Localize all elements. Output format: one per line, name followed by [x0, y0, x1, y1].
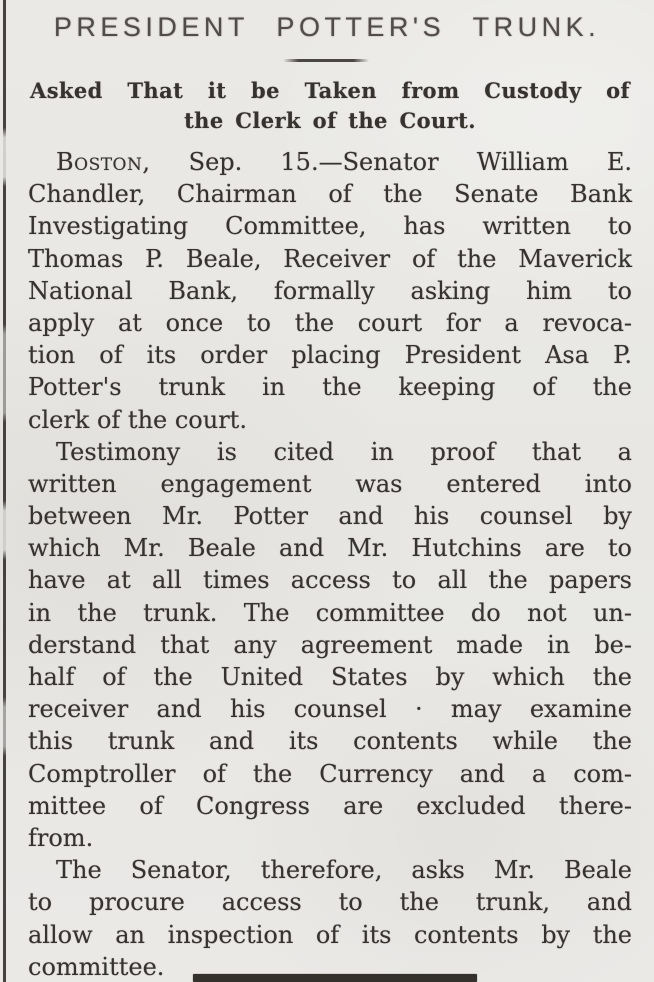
body-text-line: Potter's trunk in the keeping of the [28, 373, 632, 402]
body-text-line: Testimony is cited in proof that a [56, 437, 632, 466]
body-text-line: Thomas P. Beale, Receiver of the Maverick [28, 244, 632, 273]
next-article-top-bar [193, 974, 477, 982]
body-text-line: written engagement was entered into [28, 469, 632, 498]
subheadline-line-1: Asked That it be Taken from Custody of [30, 78, 630, 103]
body-text-line: from. [28, 823, 94, 852]
body-text-line: Investigating Committee, has written to [28, 212, 632, 241]
body-text-line: apply at once to the court for a revoca- [28, 308, 632, 337]
body-text-line: mittee of Congress are excluded there- [28, 791, 632, 820]
article-subheadline [30, 76, 630, 136]
body-text-line: committee. [28, 952, 165, 981]
body-text-line: between Mr. Potter and his counsel by [28, 502, 632, 531]
body-text-line: allow an inspection of its contents by the [28, 920, 632, 949]
body-text-line: which Mr. Beale and Mr. Hutchins are to [28, 534, 632, 563]
body-text-line: this trunk and its contents while the [28, 727, 632, 756]
article-headline: PRESIDENT POTTER'S TRUNK. [53, 12, 601, 42]
body-text-line: National Bank, formally asking him to [28, 276, 632, 305]
body-text-line: receiver and his counsel · may examine [28, 695, 632, 724]
body-text-line: have at all times access to all the papers [28, 566, 632, 595]
headline-divider-rule [283, 59, 369, 62]
body-text-line: in the trunk. The committee do not un- [28, 598, 632, 627]
article-body [28, 146, 632, 982]
body-text-line: to procure access to the trunk, and [28, 888, 632, 917]
body-text-line [28, 146, 632, 178]
body-text-line: Comptroller of the Currency and a com- [28, 759, 632, 788]
article-paragraph [28, 854, 632, 982]
column-divider-rule [3, 0, 6, 982]
body-text-line: half of the United States by which the [28, 663, 632, 691]
body-text-line: derstand that any agreement made in be- [28, 630, 632, 659]
subheadline-line-2: the Clerk of the Court. [184, 108, 476, 133]
dateline-smallcaps: Boston, [56, 148, 151, 176]
body-text-line: clerk of the court. [28, 405, 247, 434]
body-text-line: The Senator, therefore, asks Mr. Beale [56, 856, 632, 885]
article-paragraph [28, 436, 632, 854]
body-text-segment: Sep. 15.—Senator William E. [150, 148, 632, 176]
article-paragraph [28, 146, 632, 436]
body-text-line: Chandler, Chairman of the Senate Bank [28, 180, 632, 209]
body-text-line: tion of its order placing President Asa P. [28, 341, 632, 370]
